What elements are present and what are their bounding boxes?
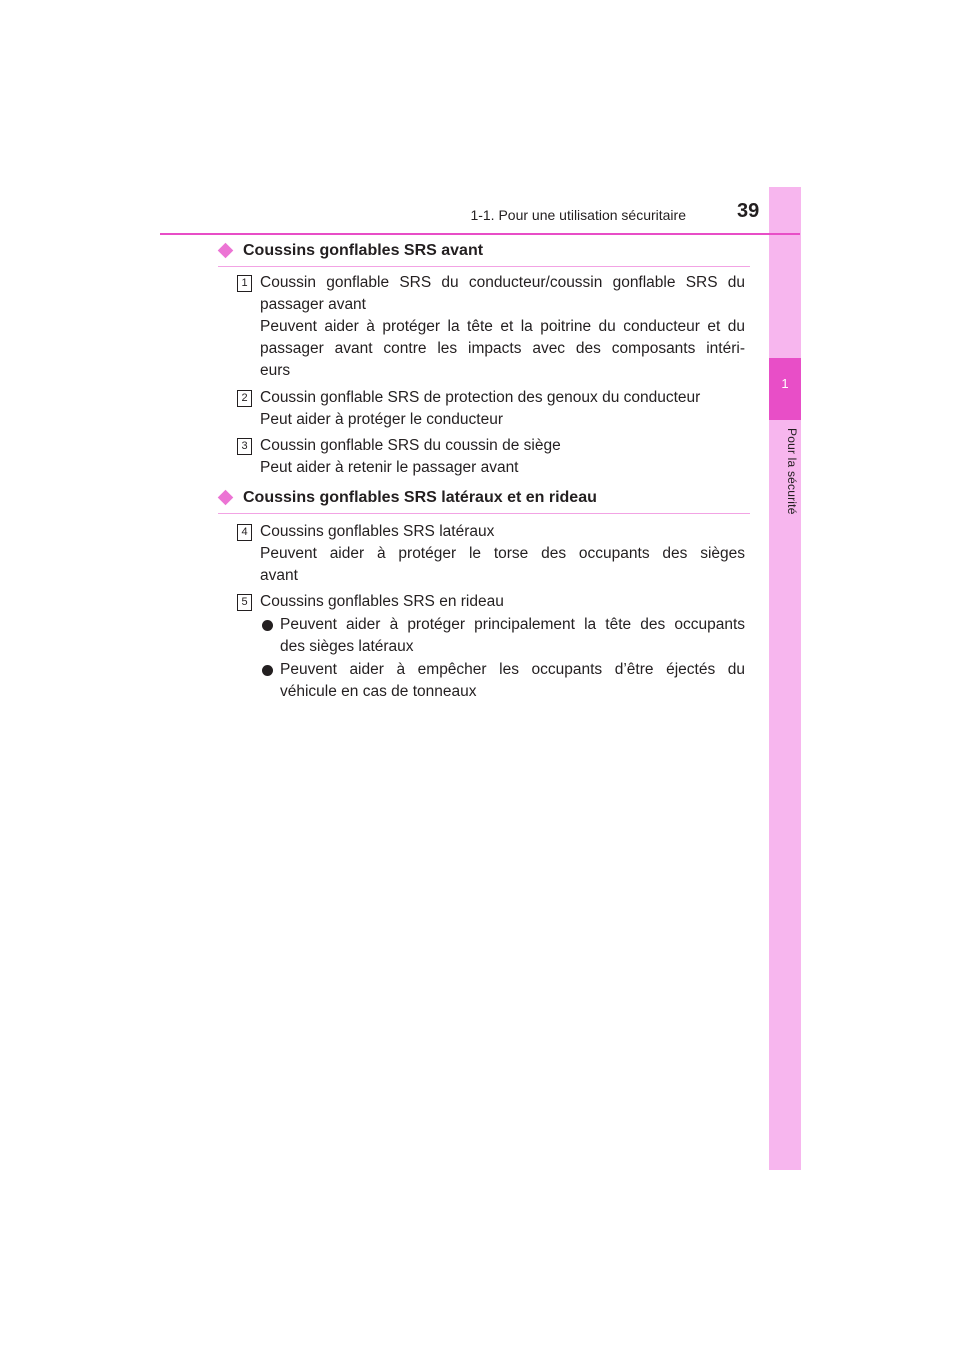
section-heading: [218, 242, 750, 267]
item-text-line: Coussin gonflable SRS du conducteur/coussin gonflable SRS du: [260, 274, 745, 291]
item-text-line: passager avant contre les impacts avec des composants intéri-: [260, 340, 745, 357]
item-text-line: Coussin gonflable SRS de protection des genoux du conducteur: [260, 389, 701, 406]
item-number-marker: 2: [237, 390, 252, 407]
item-text-line: Coussin gonflable SRS du coussin de siège: [260, 437, 561, 454]
chapter-number: 1: [781, 376, 789, 391]
item-text-line: Coussins gonflables SRS en rideau: [260, 593, 504, 610]
item-number-marker: 5: [237, 594, 252, 611]
item-text-line: Peuvent aider à protéger le torse des occupants des sièges: [260, 545, 745, 562]
section-heading: [218, 489, 750, 514]
running-header: 1-1. Pour une utilisation sécuritaire: [470, 207, 686, 223]
bullet-text-line: véhicule en cas de tonneaux: [280, 683, 477, 700]
item-text-line: Peut aider à protéger le conducteur: [260, 411, 503, 428]
page-number: 39: [737, 200, 760, 222]
bullet-dot-icon: [262, 620, 273, 631]
section-title: Coussins gonflables SRS latéraux et en rideau: [243, 489, 597, 506]
item-text-line: Peut aider à retenir le passager avant: [260, 459, 519, 476]
item-text-line: Peuvent aider à protéger la tête et la poitrine du conducteur et du: [260, 318, 745, 335]
item-number-marker: 4: [237, 524, 252, 541]
chapter-label: Pour la sécurité: [785, 428, 799, 515]
item-text-line: passager avant: [260, 296, 366, 313]
bullet-text-line: Peuvent aider à protéger principalement la tête des occupants: [280, 616, 745, 633]
bullet-dot-icon: [262, 665, 273, 676]
item-text-line: Coussins gonflables SRS latéraux: [260, 523, 495, 540]
item-text-line: avant: [260, 567, 298, 584]
chapter-side-tab: [769, 187, 801, 1170]
bullet-text-line: des sièges latéraux: [280, 638, 414, 655]
diamond-bullet-icon: [218, 490, 234, 506]
item-number-marker: 1: [237, 275, 252, 292]
bullet-text-line: Peuvent aider à empêcher les occupants d’être éjectés du: [280, 661, 745, 678]
section-title: Coussins gonflables SRS avant: [243, 242, 484, 259]
header-rule: [160, 233, 800, 235]
item-text-line: eurs: [260, 362, 291, 379]
diamond-bullet-icon: [218, 243, 234, 259]
item-number-marker: 3: [237, 438, 252, 455]
